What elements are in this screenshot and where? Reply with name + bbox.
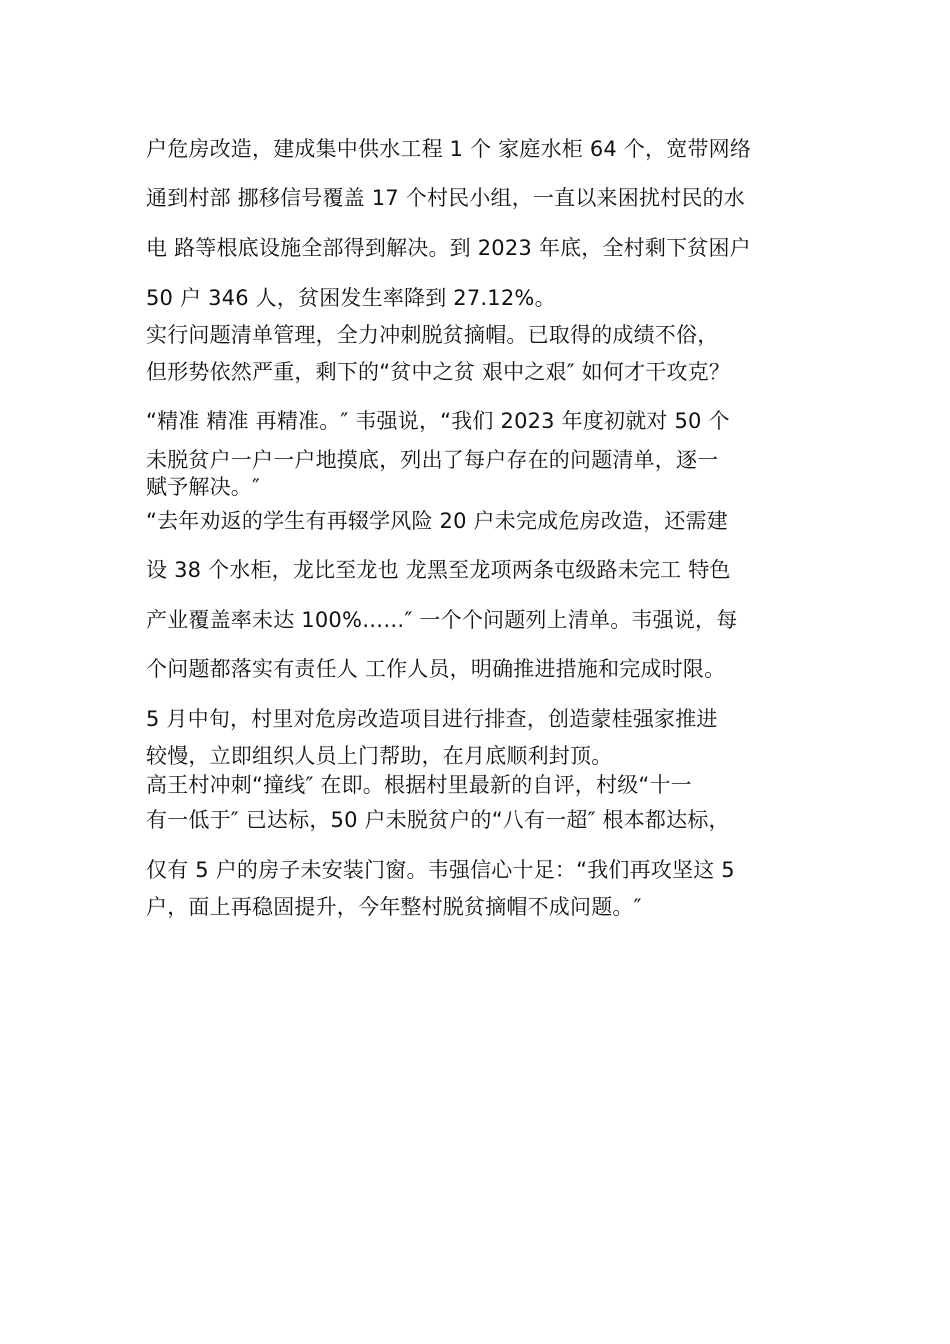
text-line: 个问题都落实有责任人 工作人员，明确推进措施和完成时限。 xyxy=(146,657,726,681)
text-line: 高王村冲刺“撞线″ 在即。根据村里最新的自评，村级“十一 xyxy=(146,773,692,797)
text-line: 户危房改造，建成集中供水工程 1 个 家庭水柜 64 个，宽带网络 xyxy=(146,137,752,161)
text-line: “精准 精准 再精准。″ 韦强说，“我们 2023 年度初就对 50 个 xyxy=(146,409,730,433)
text-line: 未脱贫户一户一户地摸底，列出了每户存在的问题清单，逐一 xyxy=(146,448,719,472)
text-line: 产业覆盖率未达 100%……″ 一个个问题列上清单。韦强说，每 xyxy=(146,608,738,632)
text-line: 有一低于″ 已达标，50 户未脱贫户的“八有一超″ 根本都达标， xyxy=(146,808,730,832)
text-line: 通到村部 挪移信号覆盖 17 个村民小组，一直以来困扰村民的水 xyxy=(146,186,745,210)
text-line: 但形势依然严重，剩下的“贫中之贫 艰中之艰″ 如何才干攻克？ xyxy=(146,360,731,384)
text-line: “去年劝返的学生有再辍学风险 20 户未完成危房改造，还需建 xyxy=(146,509,728,533)
text-line: 实行问题清单管理，全力冲刺脱贫摘帽。已取得的成绩不俗， xyxy=(146,323,719,347)
text-line: 赋予解决。″ xyxy=(146,475,261,499)
text-line: 设 38 个水柜，龙比至龙也 龙黑至龙项两条屯级路未完工 特色 xyxy=(146,558,731,582)
text-line: 仅有 5 户的房子未安装门窗。韦强信心十足：“我们再攻坚这 5 xyxy=(146,858,735,882)
text-line: 50 户 346 人，贫困发生率降到 27.12%。 xyxy=(146,286,556,310)
text-line: 户，面上再稳固提升，今年整村脱贫摘帽不成问题。″ xyxy=(146,895,642,919)
text-line: 5 月中旬，村里对危房改造项目进行排查，创造蒙桂强家推进 xyxy=(146,707,718,731)
text-line: 较慢，立即组织人员上门帮助，在月底顺利封顶。 xyxy=(146,744,613,768)
text-line: 电 路等根底设施全部得到解决。到 2023 年底，全村剩下贫困户 xyxy=(146,236,751,260)
